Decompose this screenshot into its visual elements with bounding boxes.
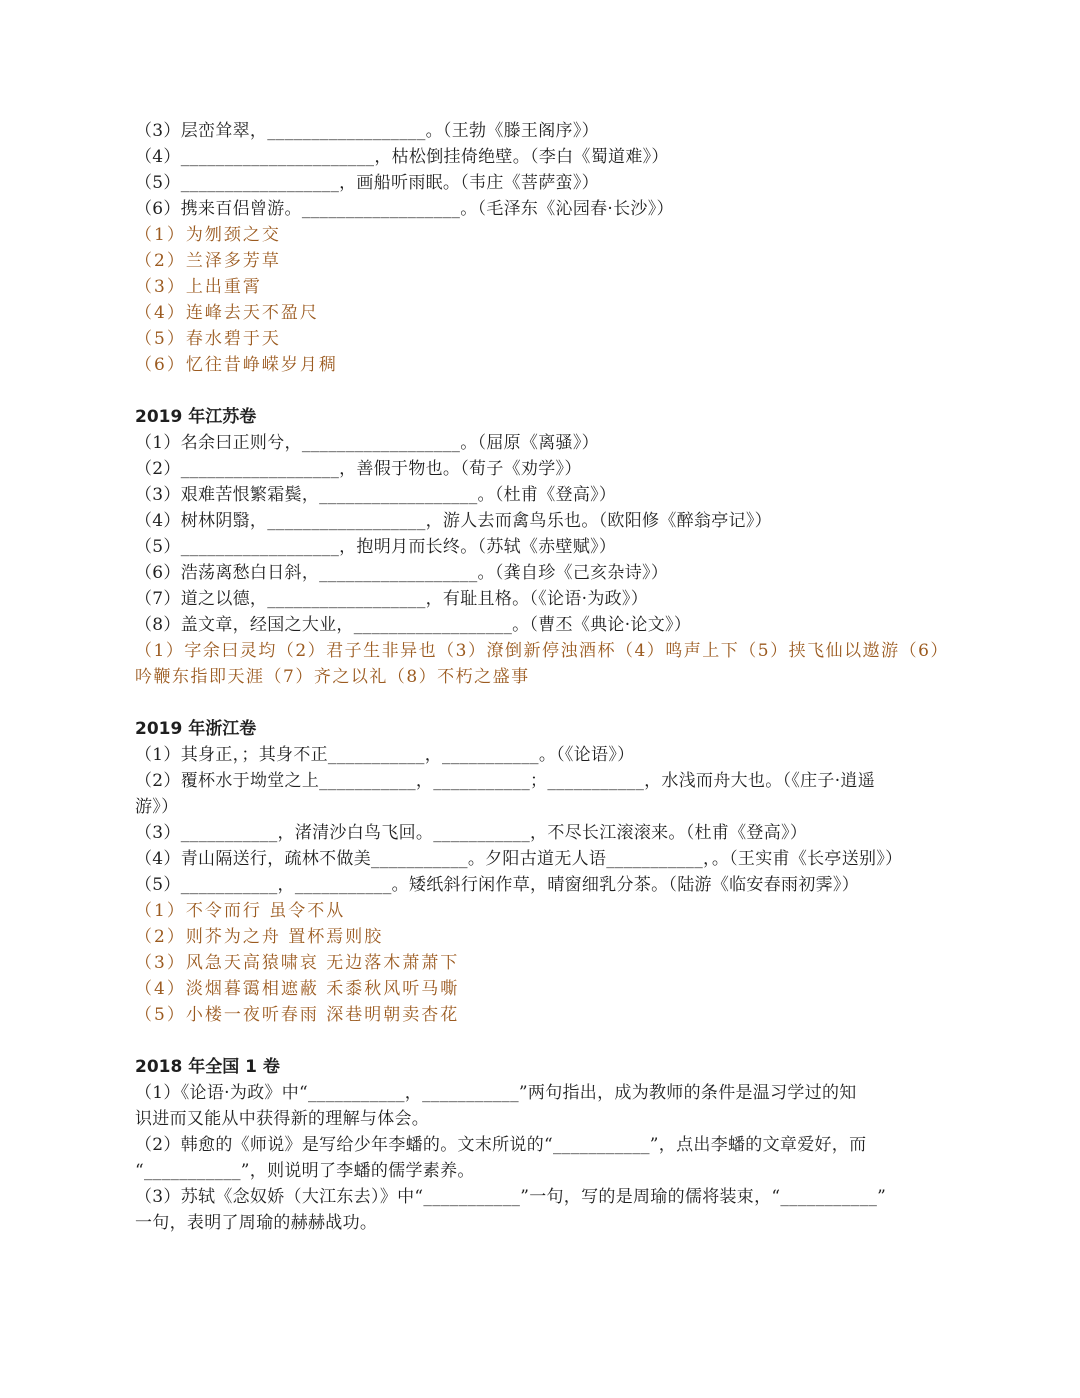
answer-line: （3）风急天高猿啸哀 无边落木萧萧下 <box>135 953 460 973</box>
content <box>135 118 949 1236</box>
answer-line: （4）淡烟暮霭相遮蔽 禾黍秋风听马嘶 <box>135 979 460 999</box>
question-line: （8）盖文章，经国之大业，__________________。（曹丕《典论·论文》） <box>135 615 692 635</box>
question-line: （1）名余曰正则兮，__________________。（屈原《离骚》） <box>135 433 599 453</box>
question-line: 游》） <box>135 797 179 817</box>
answer-line: （2）则芥为之舟 置杯焉则胶 <box>135 927 384 947</box>
question-line: （5）___________，___________。矮纸斜行闲作草，晴窗细乳分茶。（陆游《临安春雨初霁》） <box>135 875 860 895</box>
question-line: （6）浩荡离愁白日斜，__________________。（龚自珍《己亥杂诗》） <box>135 563 669 583</box>
question-line: （5）__________________，抱明月而长终。（苏轼《赤壁赋》） <box>135 537 617 557</box>
answer-line: （5）春水碧于天 <box>135 329 281 349</box>
question-line: （1）《论语·为政》中“___________，___________”两句指出，成为教师的条件是温习学过的知 <box>135 1083 857 1103</box>
section-top <box>135 118 945 378</box>
section-jiangsu <box>135 404 949 690</box>
section-heading: 2019 年浙江卷 <box>135 719 257 739</box>
answer-line: （1）不令而行 虽令不从 <box>135 901 346 921</box>
question-line: （5）__________________，画船听雨眠。（韦庄《菩萨蛮》） <box>135 173 599 193</box>
question-line: 识进而又能从中获得新的理解与体会。 <box>135 1109 430 1129</box>
answer-line: （6）忆往昔峥嵘岁月稠 <box>135 355 338 375</box>
question-line: （2）韩愈的《师说》是写给少年李蟠的。文末所说的“___________”，点出李蟠的文章爱好，而 <box>135 1135 867 1155</box>
question-line: （7）道之以德，__________________，有耻且格。（《论语·为政》） <box>135 589 649 609</box>
answer-line: （1）字余曰灵均（2）君子生非异也（3）潦倒新停浊酒杯（4）鸣声上下（5）挟飞仙以遨游（6） <box>135 641 949 661</box>
question-line: （4）树林阴翳，__________________，游人去而禽鸟乐也。（欧阳修《醉翁亭记》） <box>135 511 772 531</box>
section-heading: 2018 年全国 1 卷 <box>135 1057 280 1077</box>
question-line: “___________”，则说明了李蟠的儒学素养。 <box>135 1161 475 1181</box>
question-line: （3）___________，渚清沙白鸟飞回。___________，不尽长江滚滚来。（杜甫《登高》） <box>135 823 808 843</box>
answer-line: （1）为刎颈之交 <box>135 225 281 245</box>
question-line: （4）______________________，枯松倒挂倚绝壁。（李白《蜀道难》） <box>135 147 669 167</box>
question-line: （3）艰难苦恨繁霜鬓，__________________。（杜甫《登高》） <box>135 485 617 505</box>
question-line: （2）__________________，善假于物也。（荀子《劝学》） <box>135 459 582 479</box>
section-national <box>135 1054 945 1236</box>
question-line: （2）覆杯水于坳堂之上___________，___________；___________，水浅而舟大也。（《庄子·逍遥 <box>135 771 876 791</box>
answer-line: （5）小楼一夜听春雨 深巷明朝卖杏花 <box>135 1005 460 1025</box>
question-line: （6）携来百侣曾游。__________________。（毛泽东《沁园春·长沙》） <box>135 199 674 219</box>
question-line: （4）青山隔送行，疏林不做美___________。夕阳古道无人语___________，。（王实甫《长亭送别》） <box>135 849 903 869</box>
answer-line: （4）连峰去天不盈尺 <box>135 303 319 323</box>
question-line: 一句，表明了周瑜的赫赫战功。 <box>135 1213 378 1233</box>
section-heading: 2019 年江苏卷 <box>135 407 257 427</box>
section-zhejiang <box>135 716 945 1028</box>
question-line: （3）苏轼《念奴娇（大江东去）》中“___________”一句，写的是周瑜的儒将装束，“___________” <box>135 1187 887 1207</box>
answer-line: （2）兰泽多芳草 <box>135 251 281 271</box>
answer-line: 吟鞭东指即天涯（7）齐之以礼（8）不朽之盛事 <box>135 667 530 687</box>
question-line: （3）层峦耸翠，__________________。（王勃《滕王阁序》） <box>135 121 599 141</box>
question-line: （1）其身正，；其身不正___________，___________。（《论语》） <box>135 745 635 765</box>
answer-line: （3）上出重霄 <box>135 277 262 297</box>
